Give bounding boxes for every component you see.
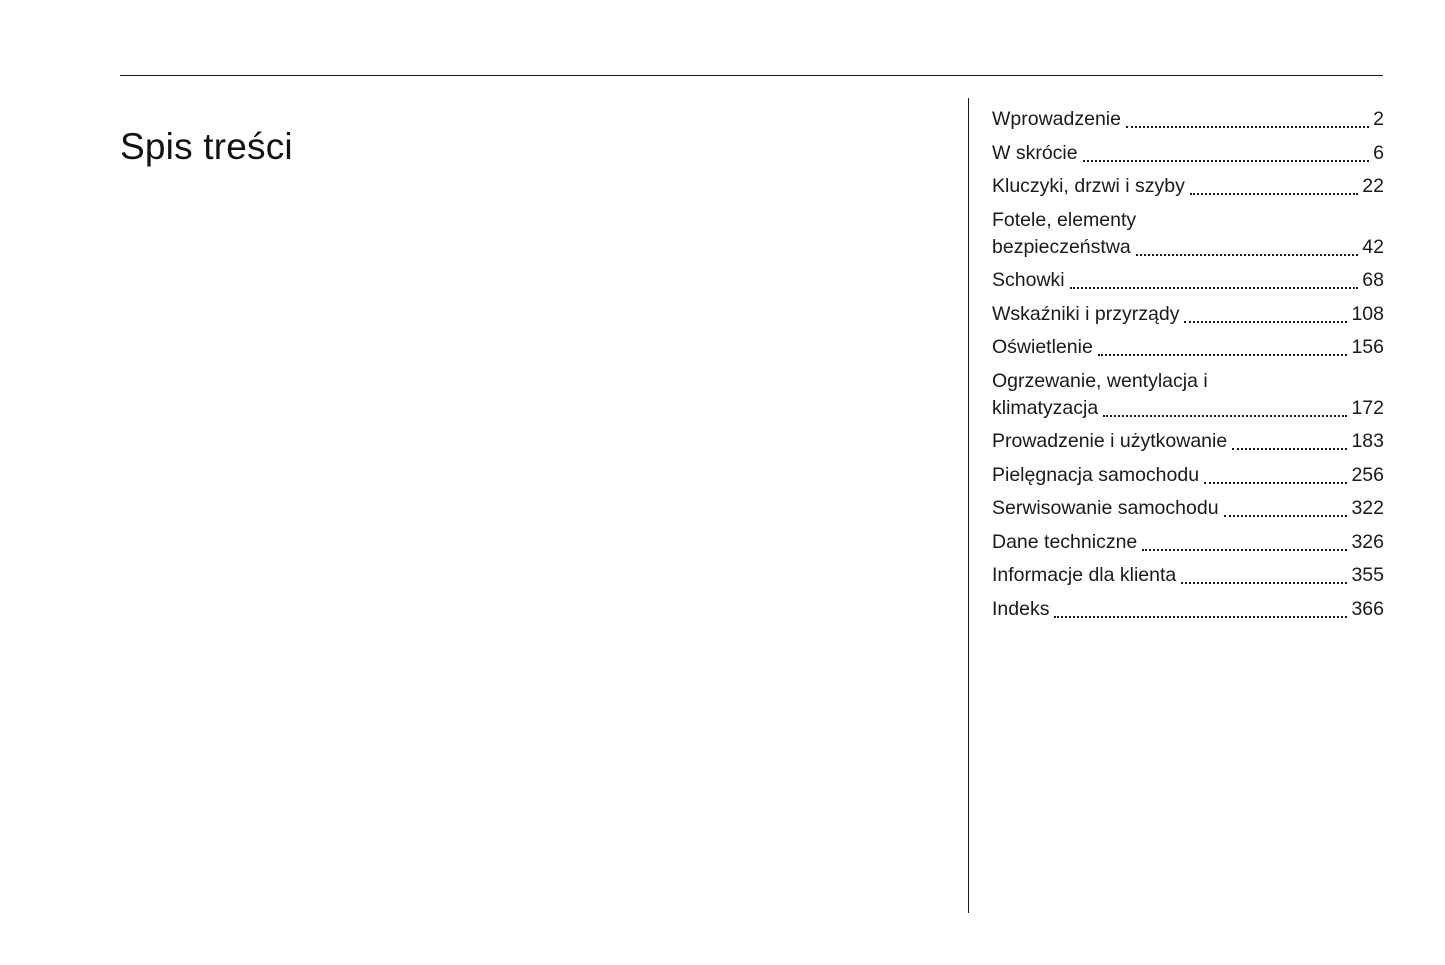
toc-entry-label: Wprowadzenie [992, 108, 1121, 130]
toc-entry[interactable] [992, 140, 1384, 167]
toc-entry-page: 6 [1373, 141, 1384, 164]
toc-leader-dots [1224, 514, 1348, 517]
toc-vertical-divider [968, 98, 969, 913]
toc-entry-label: Pielęgnacja samochodu [992, 463, 1200, 486]
toc-leader-dots [1098, 353, 1348, 356]
toc-entry-label: Informacje dla klienta [992, 564, 1177, 586]
toc-entry-label: Serwisowanie samochodu [992, 497, 1219, 519]
toc-entry[interactable] [992, 495, 1384, 522]
toc-leader-dots [1142, 548, 1347, 551]
toc-entry[interactable] [992, 462, 1384, 489]
toc-leader-dots [1204, 481, 1347, 484]
toc-entry[interactable] [992, 334, 1384, 361]
toc-entry-page: 22 [1362, 175, 1384, 197]
toc-entry-label: Wskaźniki i przyrządy [992, 302, 1180, 325]
toc-leader-dots [1083, 159, 1370, 162]
toc-entry-label: Indeks [992, 597, 1050, 620]
toc-entry[interactable] [992, 529, 1384, 556]
toc-entry[interactable] [992, 301, 1384, 328]
toc-leader-dots [1232, 447, 1347, 450]
table-of-contents [992, 106, 1384, 629]
toc-entry-page: 68 [1362, 269, 1384, 291]
toc-leader-dots [1054, 615, 1347, 618]
toc-entry-label: Kluczyki, drzwi i szyby [992, 175, 1185, 197]
toc-entry[interactable] [992, 173, 1384, 200]
toc-leader-dots [1126, 125, 1369, 128]
toc-entry-page: 355 [1351, 564, 1384, 586]
toc-entry[interactable] [992, 207, 1384, 261]
toc-entry-page: 42 [1362, 235, 1384, 258]
toc-entry[interactable] [992, 596, 1384, 623]
toc-entry-label: Ogrzewanie, wentylacja i [992, 369, 1208, 392]
header-rule [120, 75, 1383, 76]
toc-entry-page: 322 [1351, 497, 1384, 519]
toc-leader-dots [1184, 320, 1347, 323]
toc-entry-label: W skrócie [992, 141, 1078, 164]
toc-entry-page: 2 [1373, 108, 1384, 130]
toc-entry-page: 156 [1351, 336, 1384, 358]
toc-leader-dots [1136, 253, 1359, 256]
toc-entry-label: Prowadzenie i użytkowanie [992, 430, 1228, 452]
toc-leader-dots [1070, 286, 1359, 289]
toc-entry-page: 172 [1351, 396, 1384, 419]
toc-entry-page: 326 [1351, 530, 1384, 553]
toc-entry-page: 366 [1351, 597, 1384, 620]
toc-entry[interactable] [992, 562, 1384, 589]
page-title: Spis treści [120, 125, 293, 167]
toc-entry-page: 256 [1351, 463, 1384, 486]
toc-entry-page: 108 [1351, 302, 1384, 325]
toc-leader-dots [1190, 192, 1358, 195]
toc-entry-label: Schowki [992, 269, 1065, 291]
toc-entry-label-line2: klimatyzacja [992, 396, 1099, 419]
toc-entry-label: Dane techniczne [992, 530, 1138, 553]
toc-entry-label: Fotele, elementy [992, 208, 1137, 231]
toc-entry-page: 183 [1351, 430, 1384, 452]
toc-entry[interactable] [992, 368, 1384, 422]
toc-entry[interactable] [992, 428, 1384, 455]
toc-leader-dots [1181, 581, 1347, 584]
toc-entry[interactable] [992, 106, 1384, 133]
toc-entry-label: Oświetlenie [992, 336, 1093, 358]
toc-entry[interactable] [992, 267, 1384, 294]
toc-entry-label-line2: bezpieczeństwa [992, 235, 1131, 258]
toc-leader-dots [1103, 414, 1347, 417]
